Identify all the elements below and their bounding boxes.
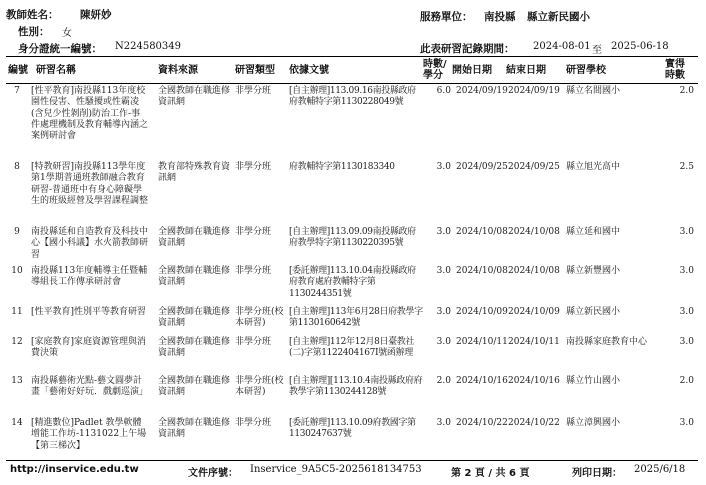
row-end: 2024/10/09: [508, 307, 560, 317]
row-no: 9: [14, 227, 20, 237]
row-type: 非學分班(校本研習): [235, 307, 284, 329]
site-url-link[interactable]: http://inservice.edu.tw: [10, 464, 139, 475]
id-value: N224580349: [115, 41, 182, 52]
footer-rule: [6, 460, 698, 461]
row-hours: 3.0: [436, 337, 451, 347]
row-hours: 3.0: [436, 307, 451, 317]
print-date-label: 列印日期：: [572, 468, 622, 479]
row-doc: [自主辦理]113.09.16南投縣政府府教輔特字第1130228049號: [289, 86, 416, 108]
col-header-no: 編號: [8, 65, 28, 76]
row-source: 全國教師在職進修資訊網: [158, 418, 231, 440]
row-end: 2024/09/19: [508, 86, 560, 96]
row-start: 2024/10/16: [456, 376, 508, 386]
row-doc: [委託辦理]113.10.04南投縣政府府教育處府教輔特字第1130244351號: [289, 266, 416, 299]
period-to: 至: [592, 45, 602, 56]
col-header-real-line1: 實得: [665, 59, 685, 70]
row-source: 全國教師在職進修資訊網: [158, 227, 231, 249]
row-name: [家庭教育]家庭資源管理與消費決策: [31, 337, 147, 359]
row-real-hours: 2.0: [679, 86, 694, 96]
col-header-type: 研習類型: [235, 65, 275, 76]
row-no: 10: [11, 266, 23, 276]
row-real-hours: 2.0: [679, 376, 694, 386]
row-type: 非學分班(校本研習): [235, 376, 284, 398]
row-school: 縣立漳興國小: [566, 418, 621, 428]
doc-id-value: Inservice_9A5C5-2025618134753: [250, 464, 422, 475]
row-no: 12: [11, 337, 23, 347]
teacher-name: 陳妍妙: [80, 9, 112, 21]
row-source: 教育部特殊教育資訊網: [158, 162, 231, 184]
row-real-hours: 3.0: [679, 337, 694, 347]
row-source: 全國教師在職進修資訊網: [158, 266, 231, 288]
row-school: 縣立新豐國小: [566, 266, 621, 276]
row-real-hours: 3.0: [679, 227, 694, 237]
row-source: 全國教師在職進修資訊網: [158, 337, 231, 359]
row-name: 南投縣113年度輔導主任暨輔導組長工作傳承研討會: [31, 266, 148, 288]
row-start: 2024/10/22: [456, 418, 508, 428]
gender-label: 性別：: [18, 26, 50, 38]
col-header-hours: [423, 59, 447, 81]
row-hours: 3.0: [436, 227, 451, 237]
unit-school: 縣立新民國小: [527, 11, 590, 23]
row-end: 2024/10/08: [508, 266, 560, 276]
row-doc: 府教輔特字第1130183340: [289, 162, 395, 172]
row-type: 非學分班: [235, 266, 272, 276]
row-type: 非學分班: [235, 337, 272, 347]
row-end: 2024/09/25: [508, 162, 560, 172]
col-header-hours-line2: 學分: [423, 70, 443, 81]
row-school: 南投縣家庭教育中心: [566, 337, 648, 347]
period-end: 2025-06-18: [611, 41, 669, 52]
row-end: 2024/10/22: [508, 418, 560, 428]
row-source: 全國教師在職進修資訊網: [158, 307, 231, 329]
col-header-real-line2: 時數: [665, 70, 685, 81]
col-header-source: 資料來源: [158, 65, 198, 76]
gender-value: 女: [62, 28, 72, 39]
row-school: 縣立竹山國小: [566, 376, 621, 386]
row-name: [性平教育]南投縣113年度校園性侵害、性騷擾或性霸凌(含兒少性剝削)防治工作-事件處理機制及教育輔導內涵之案例研討會: [31, 86, 149, 142]
teacher-name-label: 教師姓名：: [6, 9, 59, 21]
row-hours: 3.0: [436, 162, 451, 172]
row-hours: 2.0: [436, 376, 451, 386]
row-hours: 3.0: [436, 418, 451, 428]
col-header-school: 研習學校: [566, 65, 606, 76]
row-name: [特教研習]南投縣113學年度第1學期普通班教師融合教育研習-普通班中有身心障礙學生的班級經營及學習課程調整: [31, 162, 149, 206]
row-doc: [自主辦理]113年6月28日府教學字第1130160642號: [289, 307, 423, 329]
row-school: 縣立延和國中: [566, 227, 621, 237]
row-hours: 6.0: [436, 86, 451, 96]
row-no: 11: [11, 307, 23, 317]
print-date-value: 2025/6/18: [634, 464, 686, 475]
header-bottom-rule: [6, 83, 698, 84]
row-type: 非學分班: [235, 227, 272, 237]
row-source: 全國教師在職進修資訊網: [158, 376, 231, 398]
row-type: 非學分班: [235, 418, 272, 428]
row-start: 2024/10/08: [456, 227, 508, 237]
row-school: 縣立旭光高中: [566, 162, 621, 172]
row-no: 14: [11, 418, 23, 428]
row-no: 13: [11, 376, 23, 386]
row-start: 2024/09/25: [456, 162, 508, 172]
col-header-start: 開始日期: [452, 65, 492, 76]
row-real-hours: 3.0: [679, 307, 694, 317]
header-top-rule: [6, 56, 698, 57]
row-real-hours: 3.0: [679, 266, 694, 276]
row-doc: [自主辦理]112年12月8日臺教社(二)字第1122404167I號函辦理: [289, 337, 415, 359]
row-no: 8: [14, 162, 20, 172]
row-start: 2024/10/09: [456, 307, 508, 317]
doc-id-label: 文件序號：: [188, 468, 238, 479]
row-start: 2024/10/11: [456, 337, 508, 347]
row-type: 非學分班: [235, 86, 272, 96]
page-indicator: 第 2 頁 / 共 6 頁: [451, 468, 530, 479]
row-end: 2024/10/16: [508, 376, 560, 386]
row-name: [精進數位]Padlet 教學軟體增能工作坊-1131022上午場【第三梯次】: [31, 418, 147, 451]
col-header-real: [665, 59, 685, 81]
row-name: 南投縣延和自造教育及科技中心【國小科議】水火箭教師研習: [31, 227, 149, 260]
row-no: 7: [14, 86, 20, 96]
col-header-hours-line1: 時數/: [423, 59, 447, 70]
row-source: 全國教師在職進修資訊網: [158, 86, 231, 108]
row-end: 2024/10/11: [508, 337, 560, 347]
row-school: 縣立名間國小: [566, 86, 621, 96]
row-doc: [委託辦理]113.10.09府教國字第1130247637號: [289, 418, 416, 440]
col-header-name: 研習名稱: [36, 65, 76, 76]
row-school: 縣立新民國小: [566, 307, 621, 317]
row-start: 2024/10/08: [456, 266, 508, 276]
row-real-hours: 2.5: [679, 162, 694, 172]
row-type: 非學分班: [235, 162, 272, 172]
row-doc: [自主辦理]113.09.09南投縣政府府教學特字第1130220395號: [289, 227, 416, 249]
row-name: [性平教育]性別平等教育研習: [31, 307, 147, 317]
unit-county: 南投縣: [484, 11, 516, 23]
col-header-end: 結束日期: [506, 65, 546, 76]
col-header-doc: 依據文號: [289, 65, 329, 76]
row-start: 2024/09/19: [456, 86, 508, 96]
unit-label: 服務單位：: [420, 11, 473, 23]
row-real-hours: 3.0: [679, 418, 694, 428]
row-hours: 3.0: [436, 266, 451, 276]
row-name: 南投縣藝術光點-藝文圓夢計畫「藝術好好玩．戲劇巡演」: [31, 376, 149, 398]
row-end: 2024/10/08: [508, 227, 560, 237]
row-doc: [自主辦理][113.10.4南投縣政府府教學字第1130244128號: [289, 376, 423, 398]
id-label: 身分證統一編號：: [18, 43, 102, 55]
period-start: 2024-08-01: [533, 41, 591, 52]
period-label: 此表研習記錄期間：: [420, 43, 515, 55]
